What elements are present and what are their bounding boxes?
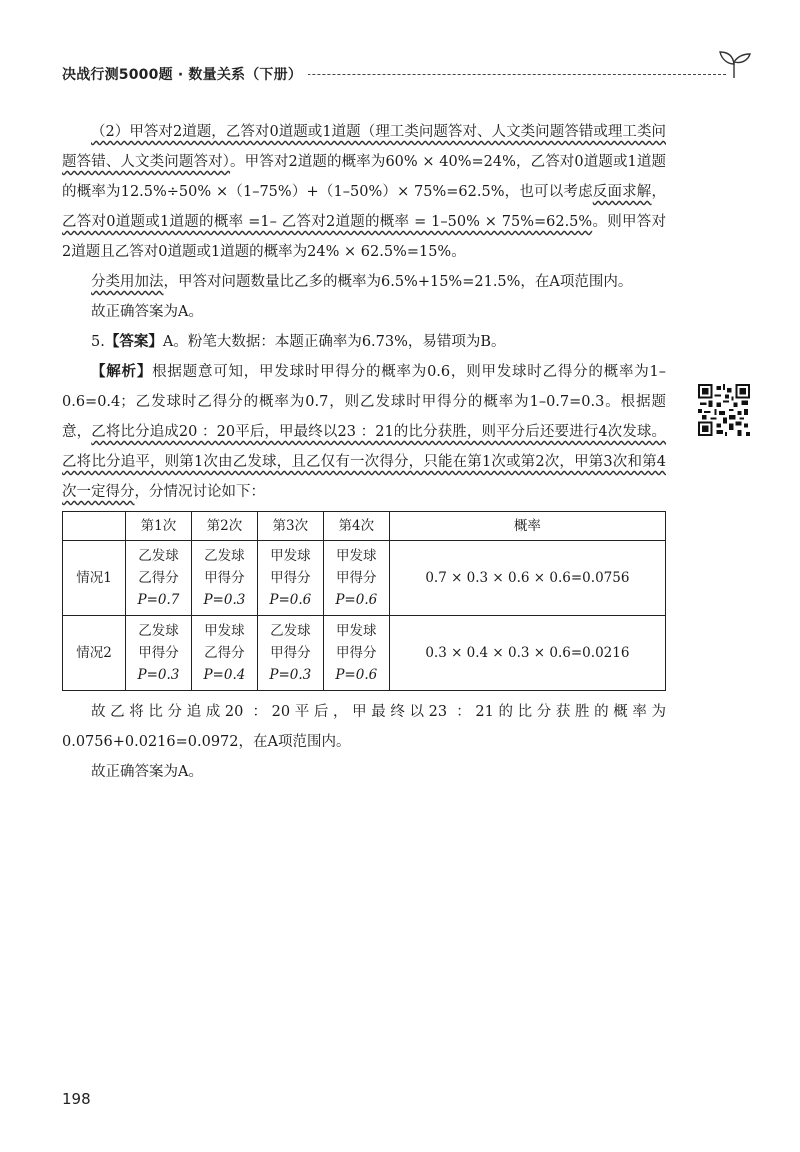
answer-tag: 【答案】 xyxy=(104,333,163,350)
table-cell: 乙发球 甲得分 P=0.3 xyxy=(257,616,323,691)
table-cell: 乙发球 乙得分 P=0.7 xyxy=(126,541,192,616)
table-header-cell: 概率 xyxy=(389,512,665,541)
case-label: 情况1 xyxy=(63,541,126,616)
analysis-tag: 【解析】 xyxy=(91,363,153,380)
page-number: 198 xyxy=(62,1090,91,1108)
table-header-row xyxy=(63,512,666,541)
answer-line-1: 故正确答案为A。 xyxy=(91,304,203,320)
table-header-cell xyxy=(63,512,126,541)
table-cell: 甲发球 甲得分 P=0.6 xyxy=(323,541,389,616)
analysis-key-text: 乙将比分追成20 ：20平后，甲最终以23 ：21的比分获胜，则平分后还要进行4次发球。乙将比分追平，则第1次由乙发球，且乙仅有一次得分，只能在第1次或第2次，甲第3次和第4次一定得分 xyxy=(62,424,666,500)
hint-text: 反面求解 xyxy=(592,184,652,200)
case-2-condition: （2）甲答对2道题，乙答对0道题或1道题（理工类问题答对、人文类问题答错或理工类问题答错、人文类问题答对） xyxy=(62,124,666,170)
probability-cell: 0.3 × 0.4 × 0.3 × 0.6=0.0216 xyxy=(389,616,665,691)
table-cell: 甲发球 乙得分 P=0.4 xyxy=(191,616,257,691)
table-header-cell: 第2次 xyxy=(191,512,257,541)
conclusion-paragraph: 故乙将比分追成20 ：20平后，甲最终以23 ：21的比分获胜的概率为0.0756+0.0216=0.0972，在A项范围内。 xyxy=(62,704,666,750)
qr-code-icon[interactable] xyxy=(698,384,750,436)
case-table xyxy=(62,511,666,691)
table-cell: 甲发球 甲得分 P=0.6 xyxy=(257,541,323,616)
table-cell: 甲发球 甲得分 P=0.6 xyxy=(323,616,389,691)
probability-cell: 0.7 × 0.3 × 0.6 × 0.6=0.0756 xyxy=(389,541,665,616)
book-title: 决战行测5000题 · 数量关系（下册） xyxy=(62,64,308,84)
table-cell: 乙发球 甲得分 P=0.3 xyxy=(191,541,257,616)
table-row xyxy=(63,541,666,616)
analysis-paragraph: 【解析】根据题意可知，甲发球时甲得分的概率为0.6，则甲发球时乙得分的概率为1–0.6=0.4；乙发球时乙得分的概率为0.7，则乙发球时甲得分的概率为1–0.7=0.3。根据题意，乙将比分追成20 ：20平后，甲最终以23 ：21的比分获胜，则平分后还要进行4次发球。乙将比分追平，则第1次由乙发球，且乙仅有一次得分，只能在第1次或第2次，甲第3次和第4次一定得分，分情况讨论如下： xyxy=(62,363,666,500)
table-header-cell: 第1次 xyxy=(126,512,192,541)
running-header xyxy=(62,64,752,88)
paragraph-sum: 分类用加法，甲答对问题数量比乙多的概率为6.5%+15%=21.5%，在A项范围内。 xyxy=(91,274,633,290)
answer-line-2: 故正确答案为A。 xyxy=(91,764,203,780)
table-header-cell: 第3次 xyxy=(257,512,323,541)
table-header-cell: 第4次 xyxy=(323,512,389,541)
case-label: 情况2 xyxy=(63,616,126,691)
sprout-icon xyxy=(716,48,752,80)
complement-formula: 乙答对0道题或1道题的概率 =1– 乙答对2道题的概率 = 1–50% × 75%=62.5% xyxy=(62,214,593,230)
question-5-answer: 5.【答案】A。粉笔大数据：本题正确率为6.73%，易错项为B。 xyxy=(91,333,506,350)
paragraph-case-2: （2）甲答对2道题，乙答对0道题或1道题（理工类问题答对、人文类问题答错或理工类问题答错、人文类问题答对）。甲答对2道题的概率为60% × 40%=24%，乙答对0道题或1道题的概率为12.5%÷50% ×（1–75%）+（1–50%）× 75%=62.5%，也可以考虑反面求解，乙答对0道题或1道题的概率 =1– 乙答对2道题的概率 = 1–50% × 75%=62.5%。则甲答对2道题且乙答对0道题或1道题的概率为24% × 62.5%=15%。 xyxy=(62,124,667,260)
page-content xyxy=(62,117,666,787)
table-row xyxy=(63,616,666,691)
table-cell: 乙发球 甲得分 P=0.3 xyxy=(126,616,192,691)
sum-rule-text: 分类用加法 xyxy=(91,274,164,290)
